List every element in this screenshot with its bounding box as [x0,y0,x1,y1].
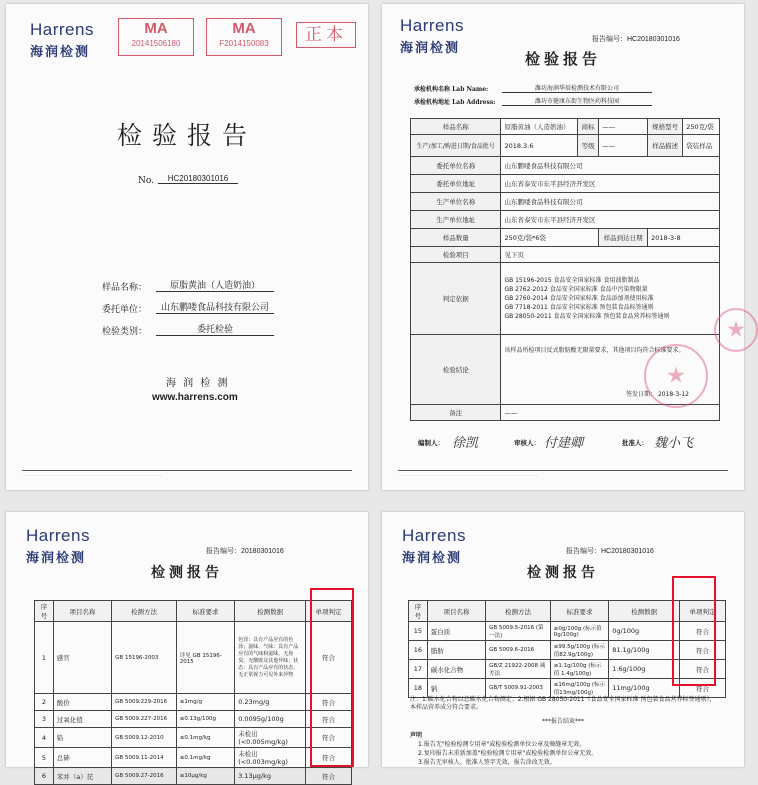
table-row [35,694,352,711]
sample-name-value: 原脂黄油（人造奶油） [156,278,274,292]
cell-item: 碳水化合物 [427,660,485,679]
column-header: 序号 [409,601,428,622]
cell-judge: 符合 [306,768,352,785]
brand-name-cn: 海润检测 [30,44,91,59]
cell-no: 17 [409,660,428,679]
author-signature: 徐凯 [452,436,479,451]
cell-req: ≤16mg/100g (标示值13mg/100g) [550,679,608,698]
report-summary-page [382,4,744,490]
website: www.harrens.com [152,392,238,403]
cell-label: 样品数量 [411,229,501,247]
column-header: 检测数据 [609,601,680,622]
cell-req: ≤99.5g/100g (标示值82.9g/100g) [550,641,608,660]
end-mark: ***报告结束*** [541,718,584,725]
cell-data: 3.13μg/kg [235,768,306,785]
org-name: 海 润 检 测 [166,378,230,389]
table-note: 注：1.碳水化合物以总碳水化合物测定；2.根据 GB 28050-2011《食品安全国家标准 预包装食品营养标签通则》，本样品营养成分符合要求。 [410,696,716,711]
cell-no: 18 [409,679,428,698]
cell-value: 山东省泰安市东平县经济开发区 [501,211,720,229]
cell-label: 委托单位名称 [411,157,501,175]
cell-method: GB 5009.5-2016 (第一法) [486,622,551,641]
column-header: 项目名称 [427,601,485,622]
cell-req: 详见 GB 15196-2015 [176,622,234,694]
cell-data: 1.6g/100g [609,660,680,679]
column-header: 检测数据 [235,601,306,622]
basis-item: GB 2762-2012 食品安全国家标准 食品中污染物限量 [504,286,648,293]
cell-label: 样品描述 [648,135,683,157]
lab-address-value: 潍坊市健康东街生物医药科技园 [502,96,652,106]
brand-name-en: Harrens [400,16,464,35]
cell-data: 未检出(<0.003mg/kg) [235,748,306,768]
statement-item: 1.报告无"检验检测专用章"或检验检测单位公章及骑缝章无效。 [418,741,586,748]
basis-item: GB 2760-2014 食品安全国家标准 食品添加剂使用标准 [504,295,654,302]
cell-value: 山东鹏喽食品科技有限公司 [501,193,720,211]
cell-data: 11mg/100g [609,679,680,698]
cell-value: 2018-3-8 [648,229,720,247]
cell-label: 判定依据 [411,263,501,335]
cell-value: 250克/袋*6袋 [501,229,599,247]
client-label: 委托单位： [102,305,148,315]
approver-label: 批准人： [622,439,648,447]
footer-fine-print: · · · · · · · · · · · · · · · · · · · · · · · · · · · · · · · · · · · · · · · · · · · · · · · · · · · · · · · · · · · · · · · [22,474,162,478]
cell-judge: 符合 [680,622,726,641]
lab-name-label: 承检机构名称 Lab Name: [414,86,489,93]
report-no-label: No. [138,176,154,186]
column-header: 单项判定 [306,601,352,622]
lab-address-label: 承检机构地址 Lab Address: [414,99,496,106]
cell-label: 生产单位地址 [411,211,501,229]
cell-data: 色泽：具有产品应有的色泽；滋味、气味：具有产品应有的气味和滋味，无焦臭、无酸败及其他异味；状态：具有产品应有的状态，无正常视力可见外来异物 [235,622,306,694]
cell-label: 委托单位地址 [411,175,501,193]
lab-seal [644,344,708,408]
cell-value: 袋装样品 [683,135,720,157]
cell-item: 脂肪 [427,641,485,660]
cell-judge: 符合 [306,711,352,728]
statement-label: 声明 [410,732,423,739]
cell-no: 1 [35,622,54,694]
table-row [35,728,352,748]
cell-label: 生产单位名称 [411,193,501,211]
report-number: 报告编号：HC20180301016 [566,548,654,555]
brand-name-en: Harrens [402,526,466,545]
brand-name-cn: 海润检测 [400,40,461,55]
cell-judge: 符合 [306,748,352,768]
table-row [35,748,352,768]
cell-judge: 符合 [680,641,726,660]
cell-no: 5 [35,748,54,768]
column-header: 检测方法 [112,601,177,622]
cell-no: 3 [35,711,54,728]
brand-name-en: Harrens [30,20,94,39]
cell-req: ≤1mg/g [176,694,234,711]
approver-signature: 魏小飞 [654,436,694,451]
reviewer-label: 审核人： [514,439,540,447]
cell-method: GB 5009.6-2016 [486,641,551,660]
cell-value: —— [501,405,720,421]
author-label: 编制人： [418,439,444,447]
cell-value: 250克/袋 [683,119,720,135]
cell-req: ≤0.13g/100g [176,711,234,728]
cell-method: GB 5009.229-2016 [112,694,177,711]
cell-method: GB/Z 21922-2008 减差法 [486,660,551,679]
cell-no: 4 [35,728,54,748]
statement-item: 2.复印报告未重新加盖"检验检测专用章"或检验检测单位公章无效。 [418,750,598,757]
cell-data: 0.0095g/100g [235,711,306,728]
cell-judge: 符合 [680,660,726,679]
cell-method: GB 5009.27-2016 [112,768,177,785]
client-value: 山东鹏喽食品科技有限公司 [156,300,274,314]
cell-req: ≤0.1mg/kg [176,748,234,768]
cell-value: 见下页 [501,247,720,263]
cell-value: —— [599,119,648,135]
cell-value: 原脂黄油（人造奶油） [501,119,578,135]
highlight-box [672,576,716,686]
cell-label: 样品到达日期 [599,229,648,247]
sample-name-label: 样品名称： [102,283,148,293]
column-header: 检测方法 [486,601,551,622]
cell-method: GB/T 5009.91-2003 [486,679,551,698]
cell-item: 酸价 [53,694,111,711]
cell-no: 6 [35,768,54,785]
test-type-label: 检验类别： [102,327,148,337]
cell-label: 备注 [411,405,501,421]
report-number: 报告编号：20180301016 [206,548,284,555]
cell-req: ≤10μg/kg [176,768,234,785]
cell-label: 等级 [577,135,598,157]
ma-certification-mark-2: MA F2014150083 [206,18,282,56]
cell-item: 总砷 [53,748,111,768]
column-header: 序号 [35,601,54,622]
cell-req: ≤0.1mg/kg [176,728,234,748]
column-header: 项目名称 [53,601,111,622]
cell-label: 生产/加工/购进日期/食品批号 [411,135,501,157]
footer-divider [398,470,728,471]
report-number: 报告编号：HC20180301016 [592,36,680,43]
cell-data: 81.1g/100g [609,641,680,660]
column-header: 标准要求 [176,601,234,622]
results-table-1 [34,600,352,785]
results-page-1 [6,512,368,781]
brand-logo [30,20,94,60]
ma-certification-mark: MA 20141506180 [118,18,194,56]
statement-list [418,740,597,767]
cell-judge: 符合 [306,694,352,711]
brand-logo [402,526,466,566]
basis-item: GB 28050-2011 食品安全国家标准 预包装食品营养标签通则 [504,313,670,320]
report-cover-page [6,4,368,490]
conclusion-text: 该样品所检项目反式脂肪酸无限量要求，其他项目均符合标准要求。 [504,347,685,354]
cover-title: 检验报告 [116,121,257,150]
cell-label: 商标 [577,119,598,135]
cell-no: 2 [35,694,54,711]
cell-req: ≥0g/100g (标示值 0g/100g) [550,622,608,641]
cell-value: 山东鹏喽食品科技有限公司 [501,157,720,175]
table-row [35,711,352,728]
cell-req: ≤1.1g/100g (标示值 1.4g/100g) [550,660,608,679]
brand-name-cn: 海润检测 [26,550,87,565]
cell-judge: 符合 [306,728,352,748]
basis-item: GB 7718-2011 食品安全国家标准 预包装食品标签通则 [504,304,654,311]
cell-data: 0g/100g [609,622,680,641]
basis-list [501,263,720,335]
cell-item: 苯并（a）芘 [53,768,111,785]
cell-method: GB 5009.11-2014 [112,748,177,768]
cell-label: 检验项目 [411,247,501,263]
footer-divider [22,470,352,471]
results-title: 检测报告 [151,565,223,581]
column-header: 标准要求 [550,601,608,622]
cell-no: 15 [409,622,428,641]
table-row [35,768,352,785]
original-copy-stamp: 正本 [296,22,356,48]
lab-name-value: 潍坊海润华辰检测技术有限公司 [502,83,652,93]
cell-item: 蛋白质 [427,622,485,641]
cell-item: 铅 [53,728,111,748]
cell-value: —— [599,135,648,157]
results-page-2 [382,512,744,767]
cell-item: 过氧化值 [53,711,111,728]
cell-label: 样品名称 [411,119,501,135]
table-row [35,622,352,694]
cell-label: 规格型号 [648,119,683,135]
sign-date: 签发日期： 2018-3-12 [626,391,689,398]
edge-seal [714,308,758,352]
highlight-box [310,588,354,767]
cell-item: 感官 [53,622,111,694]
cell-data: 未检出(<0.005mg/kg) [235,728,306,748]
test-type-value: 委托检验 [156,322,274,336]
cell-no: 16 [409,641,428,660]
brand-name-en: Harrens [26,526,90,545]
cell-method: GB 5009.12-2010 [112,728,177,748]
cell-value: 山东省泰安市东平县经济开发区 [501,175,720,193]
results-title: 检测报告 [527,565,599,581]
cell-value: 2018.3.6 [501,135,578,157]
table-header-row [35,601,352,622]
cell-data: 0.23mg/g [235,694,306,711]
brand-name-cn: 海润检测 [402,550,463,565]
brand-logo [26,526,90,566]
column-header: 单项判定 [680,601,726,622]
reviewer-signature: 付建卿 [544,436,584,451]
cell-label: 检验结论 [411,335,501,405]
cell-method: GB 5009.227-2016 [112,711,177,728]
cell-item: 钠 [427,679,485,698]
summary-title: 检验报告 [524,50,601,68]
basis-item: GB 15196-2015 食品安全国家标准 食用油脂制品 [504,277,640,284]
footer-fine-print: · · · · · · · · · · · · · · · · · · · · · · · · · · · · · · · · · · · · · · · · · · · · · · · · · · · · · · · · · · · · · · · [398,474,538,478]
cell-method: GB 15196-2003 [112,622,177,694]
report-no-value: HC20180301016 [158,174,238,184]
cell-judge: 符合 [680,679,726,698]
cell-judge: 符合 [306,622,352,694]
statement-item: 3.报告无审核人、批准人签字无效，报告涂改无效。 [418,759,556,766]
